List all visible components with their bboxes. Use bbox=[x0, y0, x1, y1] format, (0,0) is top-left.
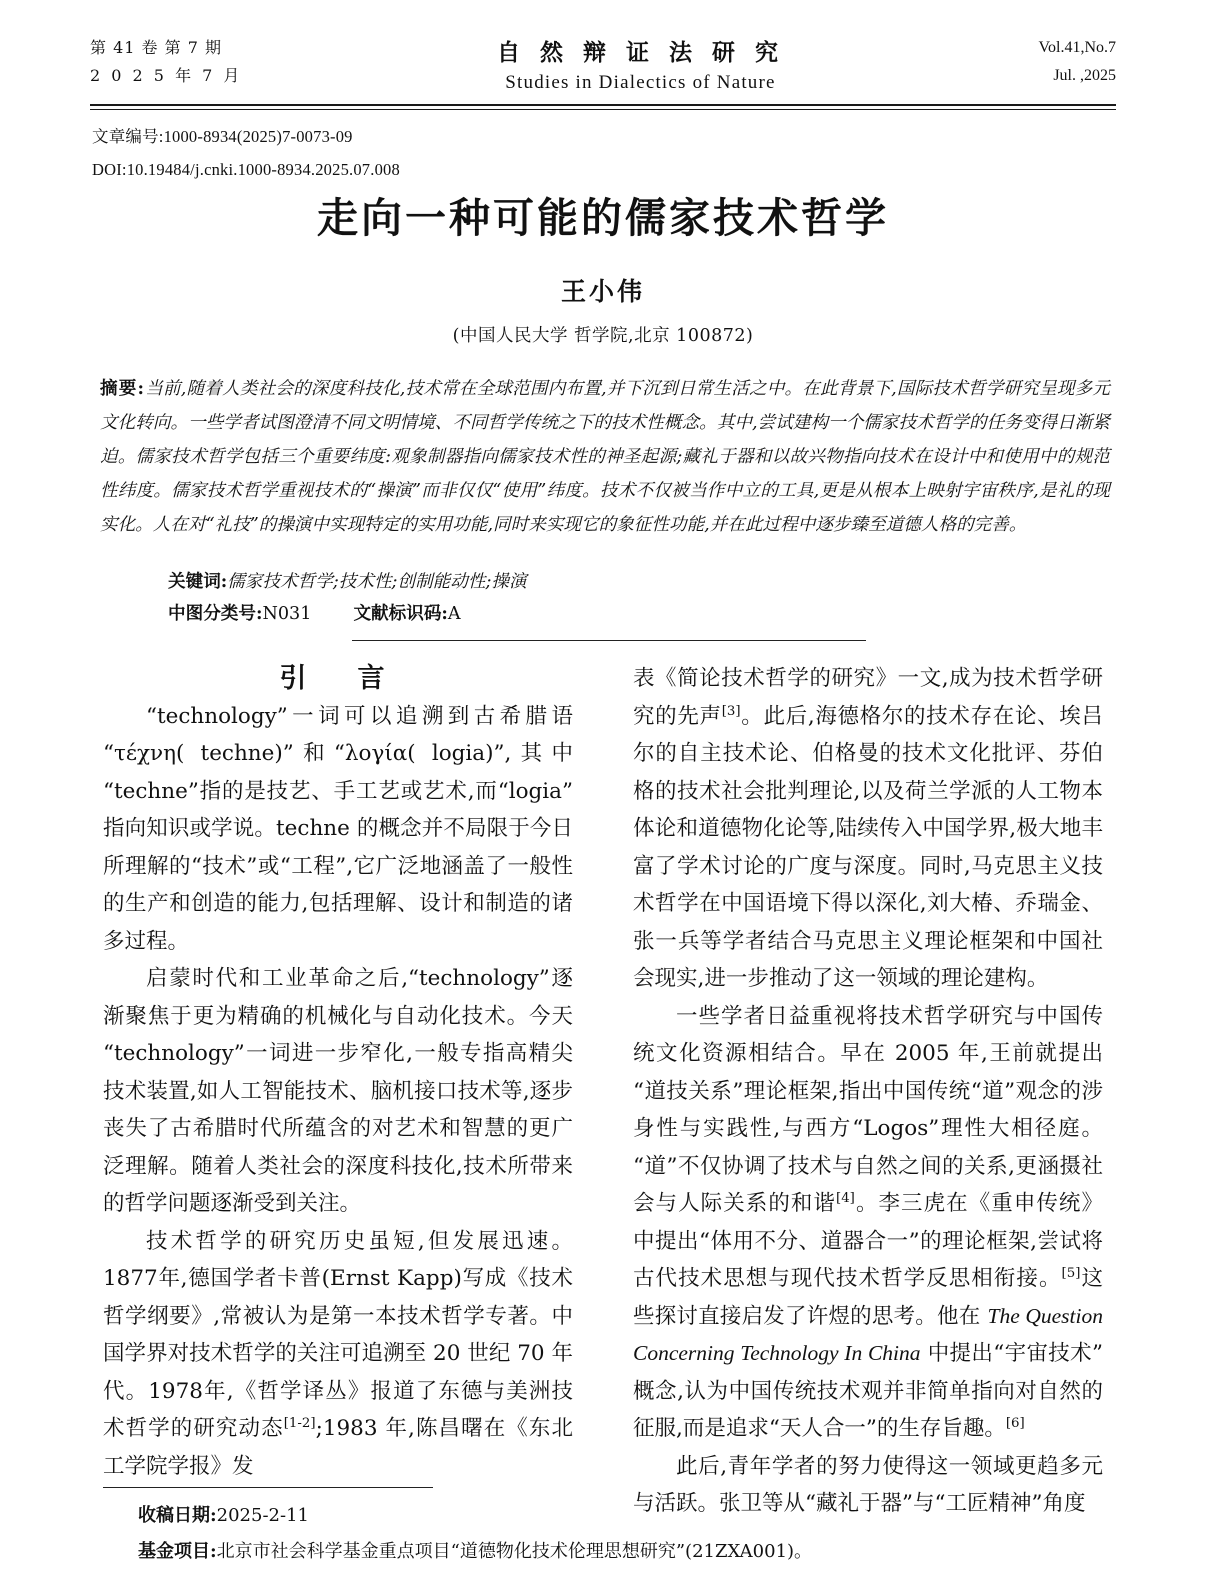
footnote-received-label: 收稿日期: bbox=[138, 1505, 217, 1526]
page-title: 走向一种可能的儒家技术哲学 bbox=[317, 194, 889, 242]
paragraph: 表《简论技术哲学的研究》一文,成为技术哲学研究的先声[3]。此后,海德格尔的技术存在论、埃吕尔的自主技术论、伯格曼的技术文化批评、芬伯格的技术社会批判理论,以及荷兰学派的人工物本体论和道德物化论等,陆续传入中国学界,极大地丰富了学术讨论的广度与深度。同时,马克思主义技术哲学在中国语境下得以深化,刘大椿、乔瑞金、张一兵等学者结合马克思主义理论框架和中国社会现实,进一步推动了这一领域的理论建构。 bbox=[633, 666, 1103, 991]
section-heading: 引 言 bbox=[279, 663, 397, 694]
author-name: 王小伟 bbox=[560, 277, 645, 306]
footnote-received-value: 2025-2-11 bbox=[216, 1505, 309, 1526]
clc-label: 中图分类号: bbox=[168, 603, 263, 624]
keywords bbox=[168, 566, 527, 598]
footnotes bbox=[138, 1498, 1118, 1570]
header-divider bbox=[90, 104, 1116, 110]
volume-issue-en: Vol.41,No.7 bbox=[1038, 39, 1116, 56]
footnote-funding-label: 基金项目: bbox=[138, 1541, 217, 1562]
running-head bbox=[90, 34, 1116, 94]
body-column-left bbox=[103, 660, 573, 1485]
classification bbox=[168, 598, 461, 630]
doc-label: 文献标识码: bbox=[353, 603, 448, 624]
paragraph: “technology”一词可以追溯到古希腊语“τέχνη( techne)”和“λογία( logia)”,其中“techne”指的是技艺、手工艺或艺术,而“logia”指向知识或学说。techne 的概念并不局限于今日所理解的“技术”或“工程”,它广泛地涵盖了一般性的生产和创造的能力,包括理解、设计和制造的诸多过程。 bbox=[103, 703, 573, 954]
date-en: Jul. ,2025 bbox=[1053, 67, 1116, 84]
doc-value: A bbox=[447, 604, 461, 624]
clc-value: N031 bbox=[262, 604, 312, 624]
keywords-label: 关键词: bbox=[168, 571, 228, 592]
journal-title-block bbox=[242, 34, 1038, 94]
keywords-text: 儒家技术哲学;技术性;创制能动性;操演 bbox=[227, 572, 527, 592]
volume-issue: 第 41 卷 第 7 期 bbox=[90, 38, 222, 57]
abstract-divider bbox=[352, 640, 866, 641]
paragraph: 一些学者日益重视将技术哲学研究与中国传统文化资源相结合。早在 2005 年,王前就提出“道技关系”理论框架,指出中国传统“道”观念的涉身性与实践性,与西方“Logos”理性大相径庭。“道”不仅协调了技术与自然之间的关系,更涵摄社会与人际关系的和谐[4]。李三虎在《重申传统》中提出“体用不分、道器合一”的理论框架,尝试将古代技术思想与现代技术哲学反思相衔接。[5]这些探讨直接启发了许煜的思考。他在 The Question Concerning Technology In China 中提出“宇宙技术”概念,认为中国传统技术观并非简单指向对自然的征服,而是追求“天人合一”的生存旨趣。[6] bbox=[633, 1003, 1103, 1441]
author-affiliation: (中国人民大学 哲学院,北京 100872) bbox=[452, 326, 754, 346]
paragraph: 此后,青年学者的努力使得这一领域更趋多元与活跃。张卫等从“藏礼于器”与“工匠精神”角度 bbox=[633, 1453, 1103, 1516]
footnote-divider bbox=[103, 1487, 433, 1488]
article-number: 文章编号:1000-8934(2025)7-0073-09 bbox=[92, 127, 353, 146]
footnote-funding bbox=[138, 1534, 1118, 1570]
abstract-label: 摘要: bbox=[100, 378, 146, 399]
year-month: 2 0 2 5 年 7 月 bbox=[90, 66, 243, 85]
abstract bbox=[100, 372, 1110, 542]
body-column-right bbox=[633, 660, 1103, 1523]
volume-issue-en-block bbox=[1039, 34, 1117, 90]
paragraph: 技术哲学的研究历史虽短,但发展迅速。1877年,德国学者卡普(Ernst Kapp)写成《技术哲学纲要》,常被认为是第一本技术哲学专著。中国学界对技术哲学的关注可追溯至 20 世纪 70 年代。1978年,《哲学译丛》报道了东德与美洲技术哲学的研究动态[1-2];1983 年,陈昌曙在《东北工学院学报》发 bbox=[103, 1228, 573, 1479]
volume-issue-block bbox=[90, 34, 242, 90]
abstract-text: 当前,随着人类社会的深度科技化,技术常在全球范围内布置,并下沉到日常生活之中。在此背景下,国际技术哲学研究呈现多元文化转向。一些学者试图澄清不同文明情境、不同哲学传统之下的技术性概念。其中,尝试建构一个儒家技术哲学的任务变得日渐紧迫。儒家技术哲学包括三个重要纬度:观象制器指向儒家技术性的神圣起源;藏礼于器和以故兴物指向技术在设计中和使用中的规范性纬度。儒家技术哲学重视技术的“操演”而非仅仅“使用”纬度。技术不仅被当作中立的工具,更是从根本上映射宇宙秩序,是礼的现实化。人在对“礼技”的操演中实现特定的实用功能,同时来实现它的象征性功能,并在此过程中逐步臻至道德人格的完善。 bbox=[100, 379, 1110, 535]
journal-title-en: Studies in Dialectics of Nature bbox=[505, 72, 776, 93]
article-doi: DOI:10.19484/j.cnki.1000-8934.2025.07.008 bbox=[92, 160, 400, 179]
journal-title-cn: 自 然 辩 证 法 研 究 bbox=[496, 39, 784, 66]
footnote-received bbox=[138, 1498, 1118, 1534]
footnote-funding-value: 北京市社会科学基金重点项目“道德物化技术伦理思想研究”(21ZXA001)。 bbox=[216, 1541, 813, 1562]
article-meta bbox=[92, 120, 400, 186]
paragraph: 启蒙时代和工业革命之后,“technology”逐渐聚焦于更为精确的机械化与自动化技术。今天“technology”一词进一步窄化,一般专指高精尖技术装置,如人工智能技术、脑机接口技术等,逐步丧失了古希腊时代所蕴含的对艺术和智慧的更广泛理解。随着人类社会的深度科技化,技术所带来的哲学问题逐渐受到关注。 bbox=[103, 966, 573, 1216]
